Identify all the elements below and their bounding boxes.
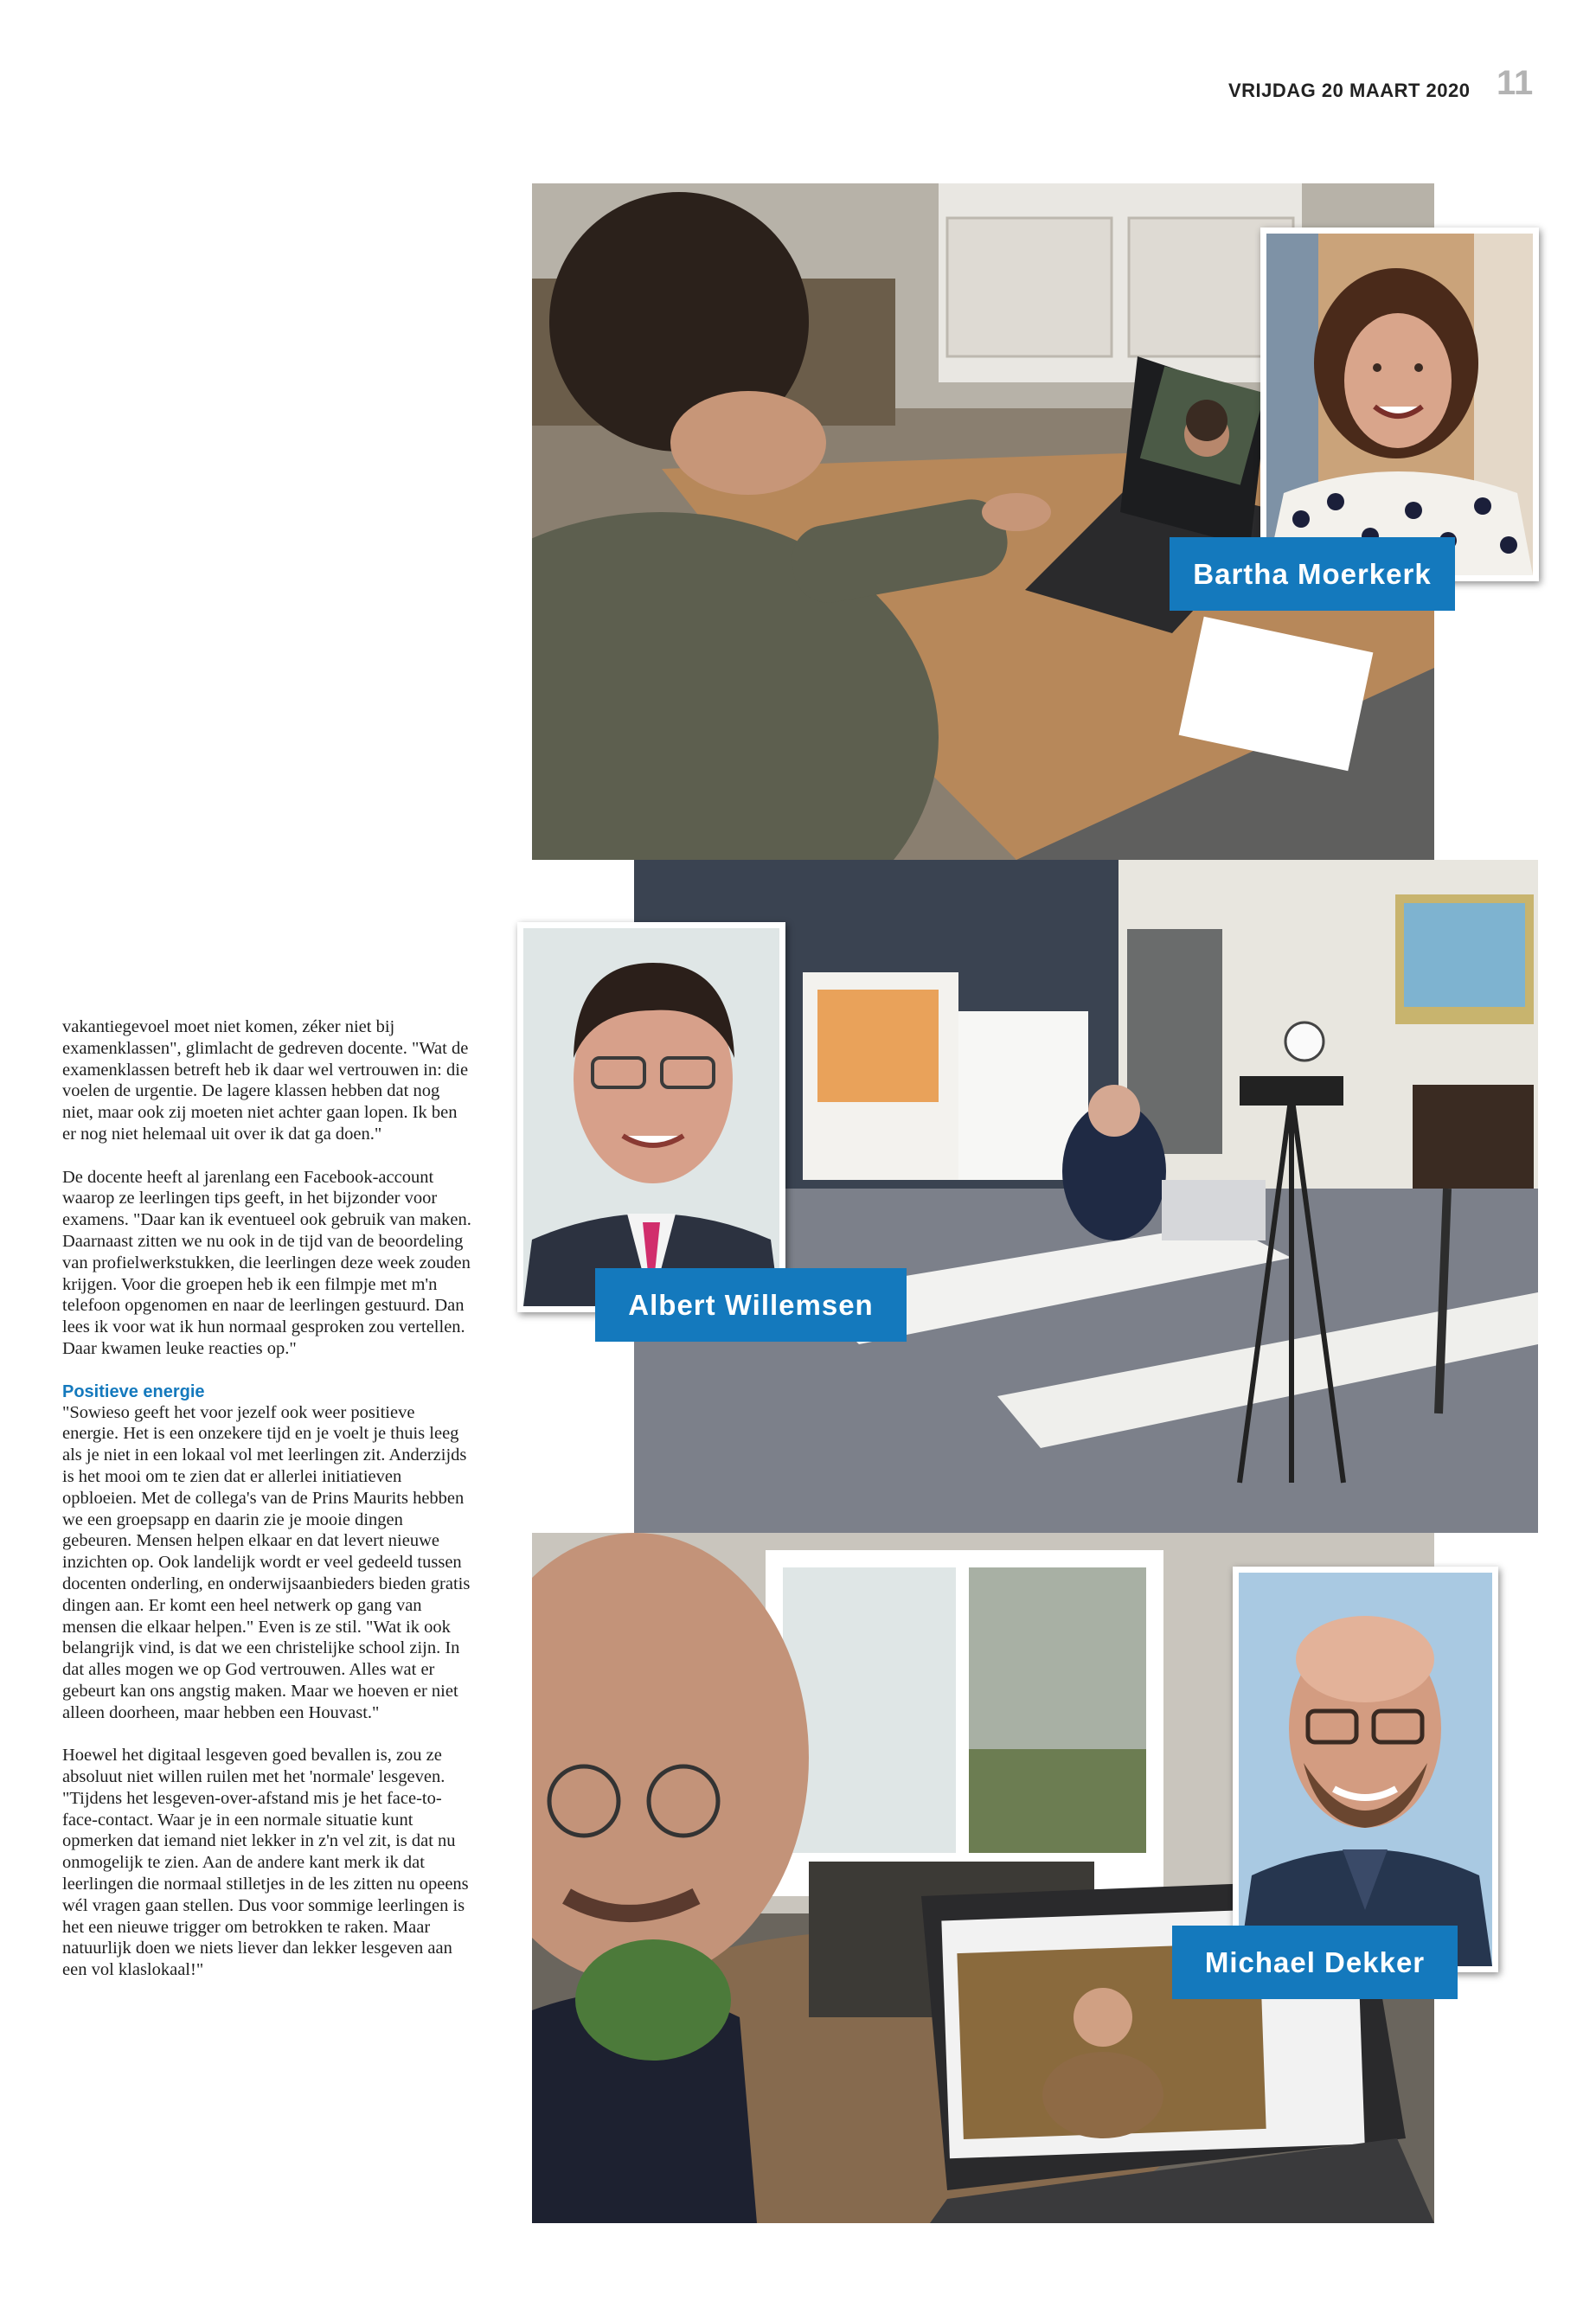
article-paragraph: "Sowieso geeft het voor jezelf ook weer positieve energie. Het is een onzekere tijd en je voelt je thuis leeg als je niet in een lokaal vol met leerlingen zit. Anderzijds is het mooi om te zien dat er allerlei initiatieven opbloeien. Met de collega's van de Prins Maurits hebben we een groepsapp en daarin zie je mooie dingen gebeuren. Mensen helpen elkaar en dat levert nieuwe inzichten op. Ook landelijk wordt er veel gedeeld tussen docenten onderling, en onderwijsaanbieders bieden gratis dingen aan. Er komt een heel netwerk op gang van mensen die elkaar helpen." Even is ze stil. "Wat ik ook belangrijk vind, is dat we een christelijke school zijn. In dat alles mogen we op God vertrouwen. Alles wat er gebeurt kan ons angstig maken. Maar we hoeven er niet alleen doorheen, maar hebben een Houvast." [62, 1402, 471, 1722]
caption-bartha-moerkerk: Bartha Moerkerk [1170, 537, 1455, 611]
portrait-albert-willemsen [517, 922, 785, 1312]
article-paragraph: Hoewel het digitaal lesgeven goed bevallen is, zou ze absoluut niet willen ruilen met het 'normale' lesgeven. "Tijdens het lesgeven-over-afstand mis je het face-to-face-contact. Waar je in een normale situatie kunt opmerken dat iemand niet lekker in z'n vel zit, is dat nu onmogelijk te zien. Aan de andere kant merk ik dat leerlingen die normaal stilletjes in de les zitten nu opeens wél vragen gaan stellen. Dus voor sommige leerlingen is het een nieuwe trigger om betrokken te raken. Maar natuurlijk doen we niets liever dan lekker lesgeven aan een vol klaslokaal!" [62, 1746, 469, 1980]
caption-michael-dekker: Michael Dekker [1172, 1926, 1458, 1999]
issue-date: VRIJDAG 20 MAART 2020 [1228, 80, 1471, 101]
portrait-michael-dekker [1233, 1567, 1498, 1972]
article-paragraph: vakantiegevoel moet niet komen, zéker niet bij examenklassen", glimlacht de gedreven docente. "Wat de examenklassen betreft heb ik daar wel vertrouwen in: die voelen de urgentie. De lagere klassen hebben dat nog niet, maar ook zij moeten niet achter gaan lopen. Ik ben er nog niet helemaal uit over ik dat ga doen." [62, 1017, 469, 1144]
portrait-bartha-moerkerk [1260, 228, 1539, 581]
page-number: 11 [1497, 64, 1534, 102]
article-body [62, 1016, 473, 2003]
caption-albert-willemsen: Albert Willemsen [595, 1268, 907, 1342]
article-subheading: Positieve energie [62, 1381, 205, 1401]
article-paragraph: De docente heeft al jarenlang een Facebook-account waarop ze leerlingen tips geeft, in het bijzonder voor examens. "Daar kan ik eventueel ook gebruik van maken. Daarnaast zitten we nu ook in de tijd van de beoordeling van profielwerkstukken, die leerlingen deze week zouden krijgen. Voor die groepen heb ik een filmpje met m'n telefoon opgenomen en naar de leerlingen gestuurd. Dan lees ik voor wat ik hun normaal gesproken zou vertellen. Daar kwamen leuke reacties op." [62, 1167, 471, 1358]
